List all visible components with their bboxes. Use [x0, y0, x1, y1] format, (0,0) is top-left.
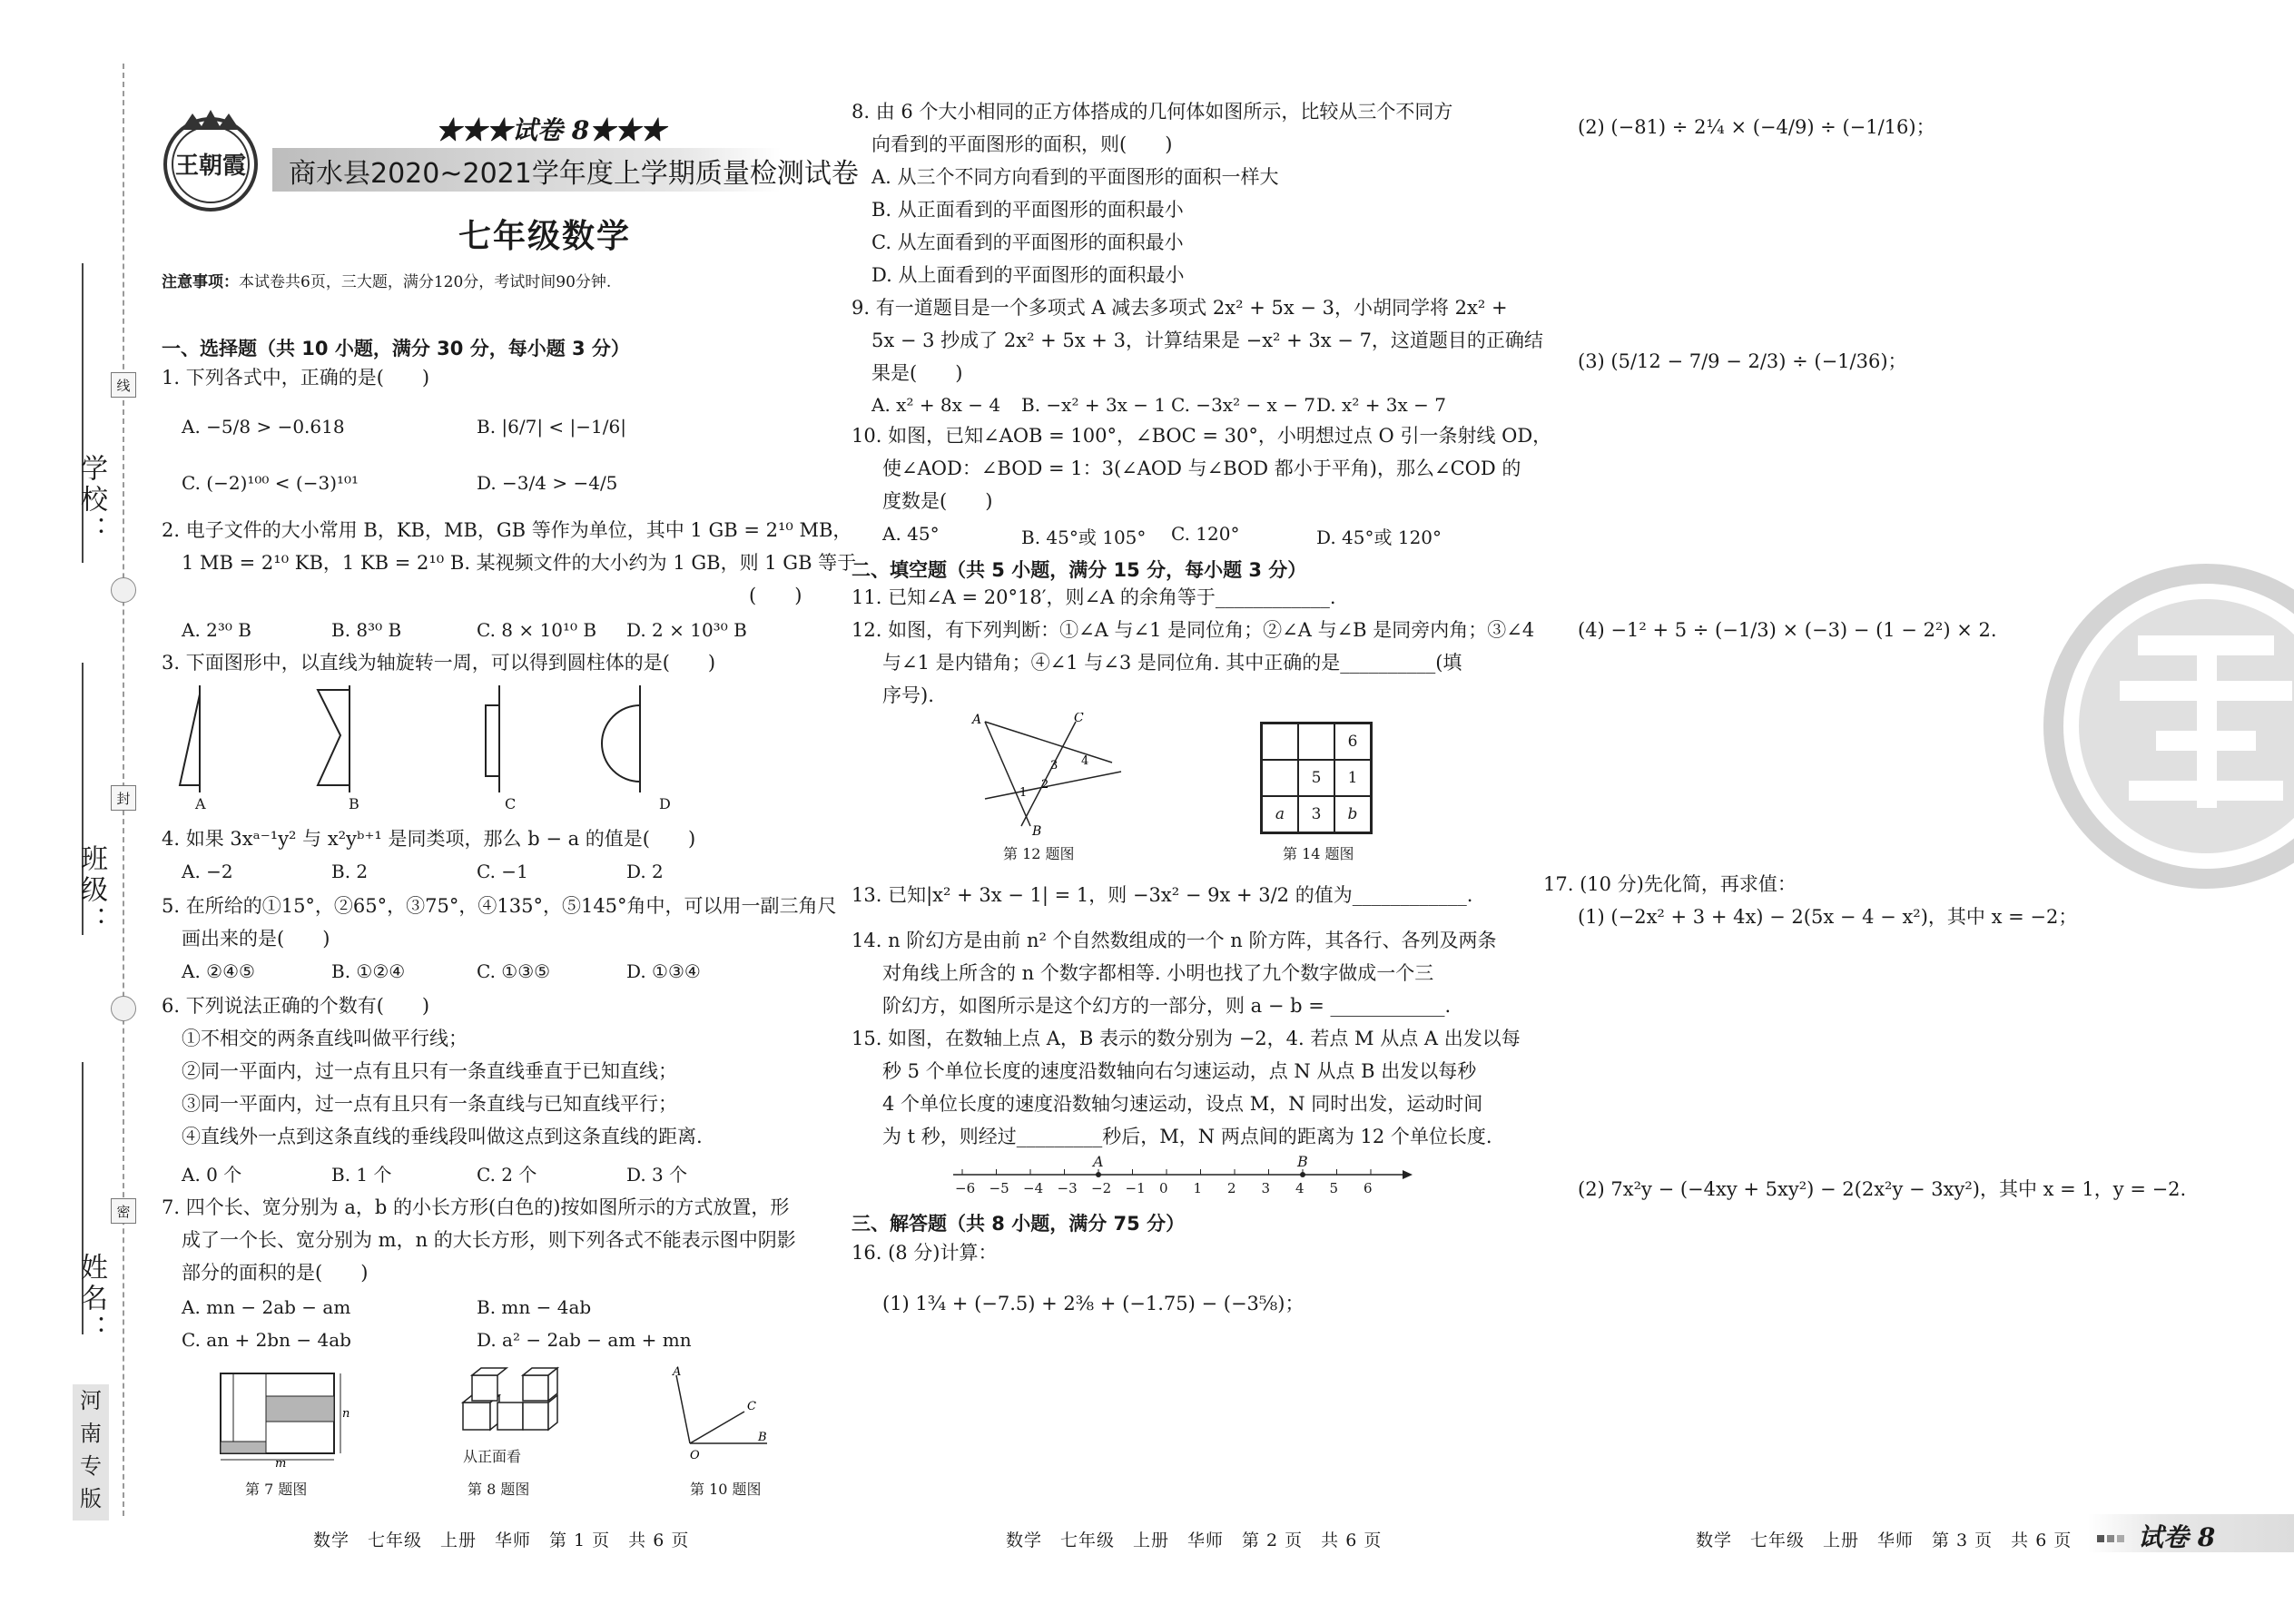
- q8-option-c: C. 从左面看到的平面图形的面积最小: [871, 231, 1184, 253]
- seal-mark-secret: 密: [111, 1198, 136, 1224]
- q4-option-b: B. 2: [331, 861, 369, 882]
- binding-hole: [111, 577, 136, 603]
- q5-option-c: C. ①③⑤: [477, 960, 551, 982]
- q8-line1: 8. 由 6 个大小相同的正方体搭成的几何体如图所示，比较从三个不同方: [852, 101, 1453, 123]
- q6-option-b: B. 1 个: [331, 1164, 392, 1186]
- q7-line2: 成了一个长、宽分别为 m，n 的大长方形，则下列各式不能表示图中阴影: [182, 1229, 796, 1251]
- region-badge: 河 南 专 版: [73, 1384, 109, 1521]
- q6-item2: ②同一平面内，过一点有且只有一条直线垂直于已知直线；: [182, 1060, 677, 1082]
- q12-line2: 与∠1 是内错角；④∠1 与∠3 是同位角. 其中正确的是__________(填: [882, 652, 1462, 674]
- number-line-tick-label: 3: [1261, 1180, 1271, 1196]
- number-line-tick-label: −3: [1057, 1180, 1078, 1196]
- svg-text:3: 3: [1050, 759, 1058, 773]
- q10-option-a: A. 45°: [882, 523, 940, 545]
- point-b-label: B: [1297, 1153, 1308, 1170]
- figure-8-caption: 第 8 题图: [468, 1481, 530, 1498]
- paper-title: 商水县2020~2021学年度上学期质量检测试卷: [289, 158, 859, 190]
- subject-title: 七年级数学: [458, 218, 632, 255]
- q6-item4: ④直线外一点到这条直线的垂线段叫做这点到这条直线的距离.: [182, 1126, 703, 1147]
- q5-line2: 画出来的是( ): [182, 928, 330, 950]
- q11: 11. 已知∠A = 20°18′，则∠A 的余角等于____________.: [852, 586, 1336, 608]
- footer-page-3: 数学 七年级 上册 华师 第 3 页 共 6 页: [1696, 1530, 2072, 1550]
- q1-option-b: B. |6/7| < |−1/6|: [477, 416, 626, 438]
- q12-line3: 序号).: [882, 684, 934, 706]
- q8-option-a: A. 从三个不同方向看到的平面图形的面积一样大: [871, 166, 1279, 188]
- q15-line3: 4 个单位长度的速度沿数轴匀速运动，设点 M，N 同时出发，运动时间: [882, 1093, 1483, 1115]
- number-line-tick-label: −2: [1091, 1180, 1112, 1196]
- q16-part4: (4) −1² + 5 ÷ (−1/3) × (−3) − (1 − 2²) × 2.: [1578, 619, 1997, 641]
- name-label: 姓名：: [75, 1253, 107, 1345]
- magic-cell: 3: [1298, 796, 1334, 832]
- q10-option-d: D. 45°或 120°: [1316, 527, 1442, 548]
- section-choice: 一、选择题（共 10 小题，满分 30 分，每小题 3 分）: [162, 338, 630, 359]
- publisher-logo: [154, 104, 268, 218]
- paper-number: ★★★试卷 8★★★: [436, 115, 666, 145]
- q2-line2: 1 MB = 2¹⁰ KB，1 KB = 2¹⁰ B. 某视频文件的大小约为 1 GB，则 1 GB 等于: [182, 552, 857, 574]
- q8-line2: 向看到的平面图形的面积，则( ): [871, 133, 1173, 155]
- q5-option-a: A. ②④⑤: [182, 960, 255, 982]
- binding-hole: [111, 996, 136, 1021]
- figure-10: [667, 1366, 776, 1466]
- q14-line2: 对角线上所含的 n 个数字都相等. 小明也找了九个数字做成一个三: [882, 962, 1434, 984]
- figure-8-view-label: 从正面看: [463, 1448, 522, 1465]
- figure-10-caption: 第 10 题图: [690, 1481, 762, 1498]
- q6-item1: ①不相交的两条直线叫做平行线；: [182, 1028, 468, 1049]
- q15-line2: 秒 5 个单位长度的速度沿数轴向右匀速运动，点 N 从点 B 出发以每秒: [882, 1060, 1477, 1082]
- svg-text:B: B: [1032, 824, 1042, 835]
- q7-line3: 部分的面积的是( ): [182, 1262, 369, 1284]
- q15-line4: 为 t 秒，则经过_________秒后，M，N 两点间的距离为 12 个单位长度.: [882, 1126, 1492, 1147]
- magic-cell: b: [1334, 796, 1371, 832]
- figure-7: [213, 1369, 350, 1469]
- magic-cell: [1262, 760, 1298, 796]
- q4-option-d: D. 2: [626, 861, 664, 882]
- q9-option-d: D. x² + 3x − 7: [1316, 394, 1447, 416]
- svg-text:B: B: [758, 1431, 767, 1444]
- point-a-label: A: [1093, 1153, 1104, 1170]
- q12-line1: 12. 如图，有下列判断：①∠A 与∠1 是同位角；②∠A 与∠B 是同旁内角；③∠4: [852, 619, 1535, 641]
- q9-option-a: A. x² + 8x − 4: [871, 394, 1001, 416]
- svg-text:n: n: [342, 1407, 350, 1421]
- point-a: [1096, 1172, 1101, 1177]
- q4-option-a: A. −2: [182, 861, 233, 882]
- magic-cell: 6: [1334, 723, 1371, 760]
- number-line-tick-label: −6: [955, 1180, 976, 1196]
- q4-option-c: C. −1: [477, 861, 528, 882]
- q16-part1: (1) 1¾ + (−7.5) + 2⅜ + (−1.75) − (−3⅝)；: [882, 1293, 1305, 1314]
- footer-page-2: 数学 七年级 上册 华师 第 2 页 共 6 页: [1006, 1530, 1383, 1550]
- q1-option-c: C. (−2)¹⁰⁰ < (−3)¹⁰¹: [182, 472, 359, 494]
- svg-text:m: m: [275, 1457, 287, 1469]
- q5-option-d: D. ①③④: [626, 960, 701, 982]
- q6-option-d: D. 3 个: [626, 1164, 688, 1186]
- q2-option-c: C. 8 × 10¹⁰ B: [477, 619, 597, 641]
- q14-line1: 14. n 阶幻方是由前 n² 个自然数组成的一个 n 阶方阵，其各行、各列及两条: [852, 930, 1497, 951]
- svg-text:2: 2: [1041, 778, 1049, 792]
- q14-line3: 阶幻方，如图所示是这个幻方的一部分，则 a − b = ____________.: [882, 995, 1452, 1017]
- seal-mark-line: 线: [111, 372, 136, 398]
- section-answer: 三、解答题（共 8 小题，满分 75 分）: [852, 1213, 1186, 1235]
- seal-mark-seal: 封: [111, 785, 136, 811]
- q2-option-a: A. 2³⁰ B: [182, 619, 251, 641]
- q10-line3: 度数是( ): [882, 490, 993, 512]
- q9-option-c: C. −3x² − x − 7: [1171, 394, 1316, 416]
- number-line-tick-label: 2: [1227, 1180, 1236, 1196]
- figure-14-caption: 第 14 题图: [1283, 845, 1354, 862]
- svg-text:王朝霞: 王朝霞: [174, 153, 247, 180]
- magic-cell: [1262, 723, 1298, 760]
- q1-option-a: A. −5/8 > −0.618: [182, 416, 345, 438]
- q10-option-c: C. 120°: [1171, 523, 1240, 545]
- svg-text:A: A: [972, 713, 982, 727]
- q9-option-b: B. −x² + 3x − 1: [1021, 394, 1167, 416]
- q6-option-a: A. 0 个: [182, 1164, 242, 1186]
- footer-squares-icon: [2097, 1529, 2124, 1546]
- q2-option-b: B. 8³⁰ B: [331, 619, 402, 641]
- q7-option-b: B. mn − 4ab: [477, 1296, 592, 1318]
- q9-line3: 果是( ): [871, 362, 963, 384]
- q10-option-b: B. 45°或 105°: [1021, 527, 1147, 548]
- q17-part2: (2) 7x²y − (−4xy + 5xy²) − 2(2x²y − 3xy²)，其中 x = 1，y = −2.: [1578, 1178, 2187, 1200]
- q7-option-c: C. an + 2bn − 4ab: [182, 1329, 351, 1351]
- svg-text:O: O: [690, 1449, 700, 1462]
- q1-stem: 1. 下列各式中，正确的是( ): [162, 367, 430, 389]
- q17-part1: (1) (−2x² + 3 + 4x) − 2(5x − 4 − x²)，其中 x = −2；: [1578, 906, 2078, 928]
- footer-page-1: 数学 七年级 上册 华师 第 1 页 共 6 页: [313, 1530, 690, 1550]
- notice: 注意事项：本试卷共6页，三大题，满分120分，考试时间90分钟.: [162, 273, 612, 291]
- number-line-tick-label: 1: [1193, 1180, 1203, 1196]
- svg-text:4: 4: [1081, 754, 1089, 768]
- figure-8: [454, 1366, 563, 1443]
- point-b: [1300, 1172, 1305, 1177]
- q8-option-b: B. 从正面看到的平面图形的面积最小: [871, 199, 1184, 221]
- q15-number-line: [944, 1153, 1416, 1204]
- figure-7-caption: 第 7 题图: [245, 1481, 308, 1498]
- q3-label-a: A: [195, 795, 206, 812]
- svg-text:A: A: [673, 1366, 682, 1379]
- figure-14-magic-square: [1260, 722, 1373, 834]
- svg-text:C: C: [1074, 713, 1084, 725]
- q2-paren: ( ): [749, 585, 802, 606]
- secret-seal-watermark: [2029, 563, 2294, 890]
- school-label: 学校：: [75, 454, 107, 546]
- number-line-tick-label: 0: [1159, 1180, 1168, 1196]
- figure-12: [967, 713, 1130, 835]
- q10-line2: 使∠AOD：∠BOD = 1：3(∠AOD 与∠BOD 都小于平角)，那么∠COD 的: [882, 458, 1521, 479]
- magic-cell: 1: [1334, 760, 1371, 796]
- q2-option-d: D. 2 × 10³⁰ B: [626, 619, 747, 641]
- q16-stem: 16. (8 分)计算：: [852, 1242, 998, 1264]
- q7-option-a: A. mn − 2ab − am: [182, 1296, 351, 1318]
- q4-stem: 4. 如果 3xᵃ⁻¹y² 与 x²yᵇ⁺¹ 是同类项，那么 b − a 的值是( ): [162, 828, 696, 850]
- q7-option-d: D. a² − 2ab − am + mn: [477, 1329, 692, 1351]
- number-line-tick-label: 4: [1295, 1180, 1305, 1196]
- number-line-tick-label: −5: [989, 1180, 1009, 1196]
- q6-option-c: C. 2 个: [477, 1164, 537, 1186]
- q1-option-d: D. −3/4 > −4/5: [477, 472, 618, 494]
- q13: 13. 已知|x² + 3x − 1| = 1，则 −3x² − 9x + 3/2 的值为____________.: [852, 884, 1473, 906]
- footer-paper-tag: 试卷 8: [2138, 1522, 2216, 1552]
- q5-line1: 5. 在所给的①15°，②65°，③75°，④135°，⑤145°角中，可以用一副三角尺: [162, 895, 837, 917]
- svg-text:C: C: [747, 1400, 756, 1413]
- q3-label-c: C: [505, 795, 517, 812]
- magic-cell: 5: [1298, 760, 1334, 796]
- figure-12-caption: 第 12 题图: [1003, 845, 1075, 862]
- q9-line2: 5x − 3 抄成了 2x² + 5x + 3，计算结果是 −x² + 3x − 7，这道题目的正确结: [871, 330, 1543, 351]
- binding-margin: [0, 0, 145, 1624]
- number-line-tick-label: −1: [1125, 1180, 1146, 1196]
- magic-cell: a: [1262, 796, 1298, 832]
- q16-part3: (3) (5/12 − 7/9 − 2/3) ÷ (−1/36)；: [1578, 350, 1907, 372]
- q17-stem: 17. (10 分)先化简，再求值：: [1543, 873, 1797, 895]
- number-line-tick-label: 6: [1364, 1180, 1373, 1196]
- q2-line1: 2. 电子文件的大小常用 B，KB，MB，GB 等作为单位，其中 1 GB = 2¹⁰ MB，: [162, 519, 852, 541]
- q10-line1: 10. 如图，已知∠AOB = 100°，∠BOC = 30°，小明想过点 O 引一条射线 OD，: [852, 425, 1552, 447]
- section-fill: 二、填空题（共 5 小题，满分 15 分，每小题 3 分）: [852, 559, 1307, 581]
- svg-text:1: 1: [1019, 786, 1028, 800]
- q3-label-d: D: [659, 795, 671, 812]
- magic-cell: [1298, 723, 1334, 760]
- q6-stem: 6. 下列说法正确的个数有( ): [162, 995, 430, 1017]
- q3-figures: [172, 685, 717, 822]
- q3-label-b: B: [349, 795, 359, 812]
- q9-line1: 9. 有一道题目是一个多项式 A 减去多项式 2x² + 5x − 3，小胡同学将 2x² +: [852, 297, 1508, 319]
- q16-part2: (2) (−81) ÷ 2¼ × (−4/9) ÷ (−1/16)；: [1578, 116, 1935, 138]
- q15-line1: 15. 如图，在数轴上点 A，B 表示的数分别为 −2，4. 若点 M 从点 A 出发以每: [852, 1028, 1521, 1049]
- number-line-tick-label: −4: [1023, 1180, 1044, 1196]
- q5-option-b: B. ①②④: [331, 960, 406, 982]
- q6-item3: ③同一平面内，过一点有且只有一条直线与已知直线平行；: [182, 1093, 677, 1115]
- number-line-tick-label: 5: [1329, 1180, 1339, 1196]
- class-label: 班级：: [75, 844, 107, 937]
- q7-line1: 7. 四个长、宽分别为 a，b 的小长方形(白色的)按如图所示的方式放置，形: [162, 1196, 790, 1218]
- q8-option-d: D. 从上面看到的平面图形的面积最小: [871, 264, 1185, 286]
- q3-stem: 3. 下面图形中，以直线为轴旋转一周，可以得到圆柱体的是( ): [162, 652, 716, 674]
